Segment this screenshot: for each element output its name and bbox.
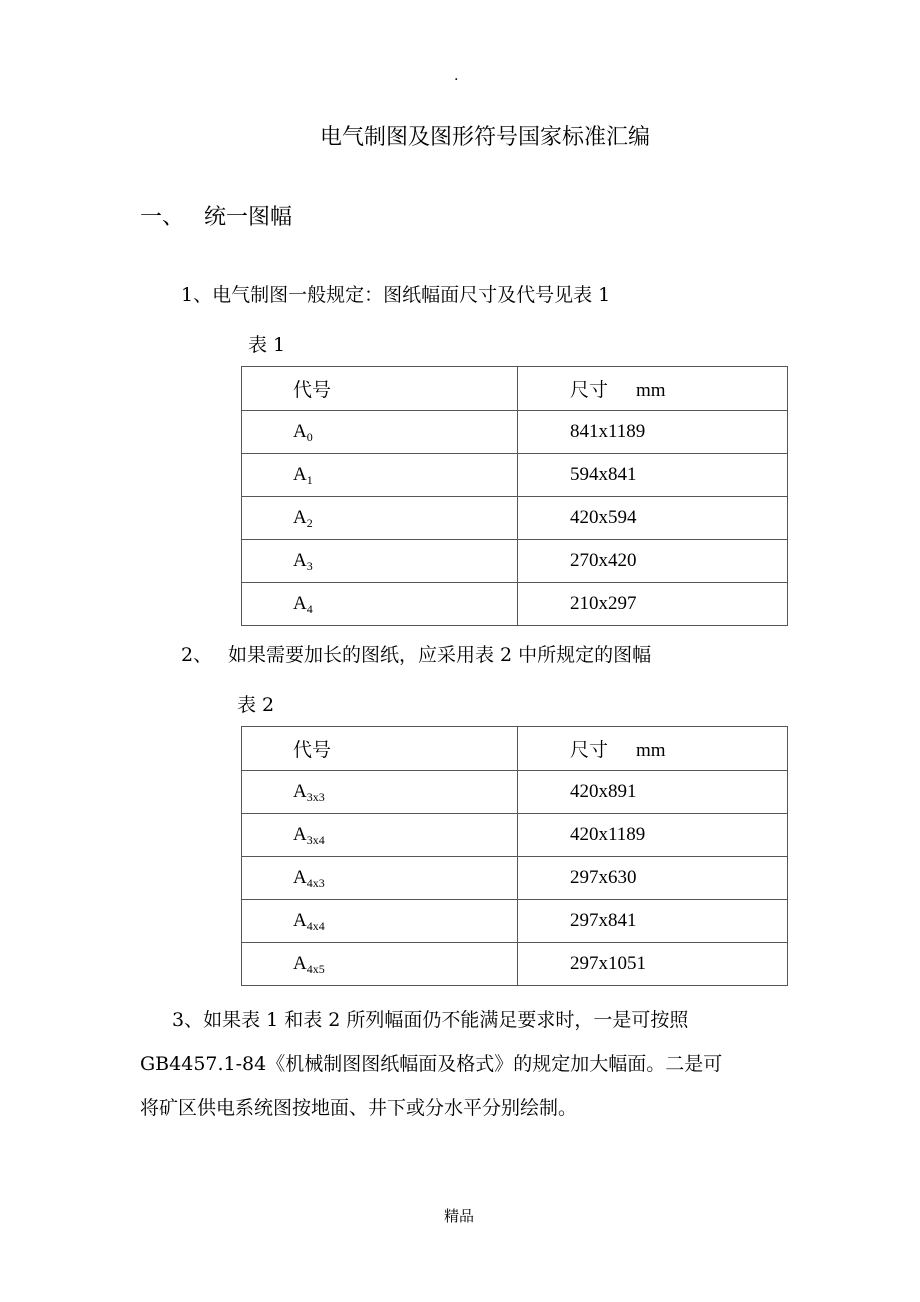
- table-row: [242, 943, 788, 986]
- item-3-line-3: 将矿区供电系统图按地面、井下或分水平分别绘制。: [140, 1097, 578, 1119]
- table-row: [242, 900, 788, 943]
- item-1-text: 1、电气制图一般规定：图纸幅面尺寸及代号见表 1: [181, 284, 611, 306]
- item-2-text: [181, 640, 651, 667]
- size-cell: 297x1051: [518, 943, 788, 986]
- table-1-caption: 表 1: [248, 334, 286, 356]
- table-header-row: [242, 367, 788, 411]
- size-cell: 210x297: [518, 583, 788, 626]
- document-title: 电气制图及图形符号国家标准汇编: [319, 125, 650, 150]
- code-cell: $A_{4x3}$: [242, 857, 518, 900]
- header-code-cell: 代号: [242, 367, 518, 411]
- section-title: 统一图幅: [204, 205, 293, 230]
- table-row: [242, 771, 788, 814]
- table-2: [241, 726, 788, 986]
- header-mark: .: [454, 68, 459, 84]
- header-size-cell: 尺寸 mm: [518, 367, 788, 411]
- table-row: [242, 583, 788, 626]
- size-cell: 420x594: [518, 497, 788, 540]
- size-cell: 420x1189: [518, 814, 788, 857]
- table-row: [242, 411, 788, 454]
- section-number: 一、: [140, 205, 185, 230]
- header-code-cell: 代号: [242, 727, 518, 771]
- page-footer: 精品: [444, 1207, 475, 1225]
- table-header-row: [242, 727, 788, 771]
- item-3-paragraph: [140, 998, 800, 1130]
- table-row: [242, 454, 788, 497]
- size-cell: 841x1189: [518, 411, 788, 454]
- code-cell: $A_4$: [242, 583, 518, 626]
- header-size-cell: 尺寸 mm: [518, 727, 788, 771]
- code-cell: $A_3$: [242, 540, 518, 583]
- size-cell: 594x841: [518, 454, 788, 497]
- code-cell: $A_{4x5}$: [242, 943, 518, 986]
- table-row: [242, 814, 788, 857]
- code-cell: $A_{4x4}$: [242, 900, 518, 943]
- section-heading: [140, 200, 292, 231]
- table-row: [242, 497, 788, 540]
- size-cell: 297x630: [518, 857, 788, 900]
- table-row: [242, 540, 788, 583]
- item-2-number: 2、: [181, 644, 213, 666]
- item-2-body: 如果需要加长的图纸，应采用表 2 中所规定的图幅: [228, 644, 652, 666]
- item-3-line-1: 3、如果表 1 和表 2 所列幅面仍不能满足要求时，一是可按照: [172, 1009, 689, 1031]
- size-cell: 420x891: [518, 771, 788, 814]
- code-cell: $A_{3x4}$: [242, 814, 518, 857]
- table-1: [241, 366, 788, 626]
- item-3-line-2: GB4457.1-84《机械制图图纸幅面及格式》的规定加大幅面。二是可: [140, 1053, 723, 1075]
- size-cell: 297x841: [518, 900, 788, 943]
- table-row: [242, 857, 788, 900]
- table-2-caption: 表 2: [237, 694, 275, 716]
- size-cell: 270x420: [518, 540, 788, 583]
- code-cell: $A_{3x3}$: [242, 771, 518, 814]
- code-cell: $A_1$: [242, 454, 518, 497]
- code-cell: $A_0$: [242, 411, 518, 454]
- code-cell: $A_2$: [242, 497, 518, 540]
